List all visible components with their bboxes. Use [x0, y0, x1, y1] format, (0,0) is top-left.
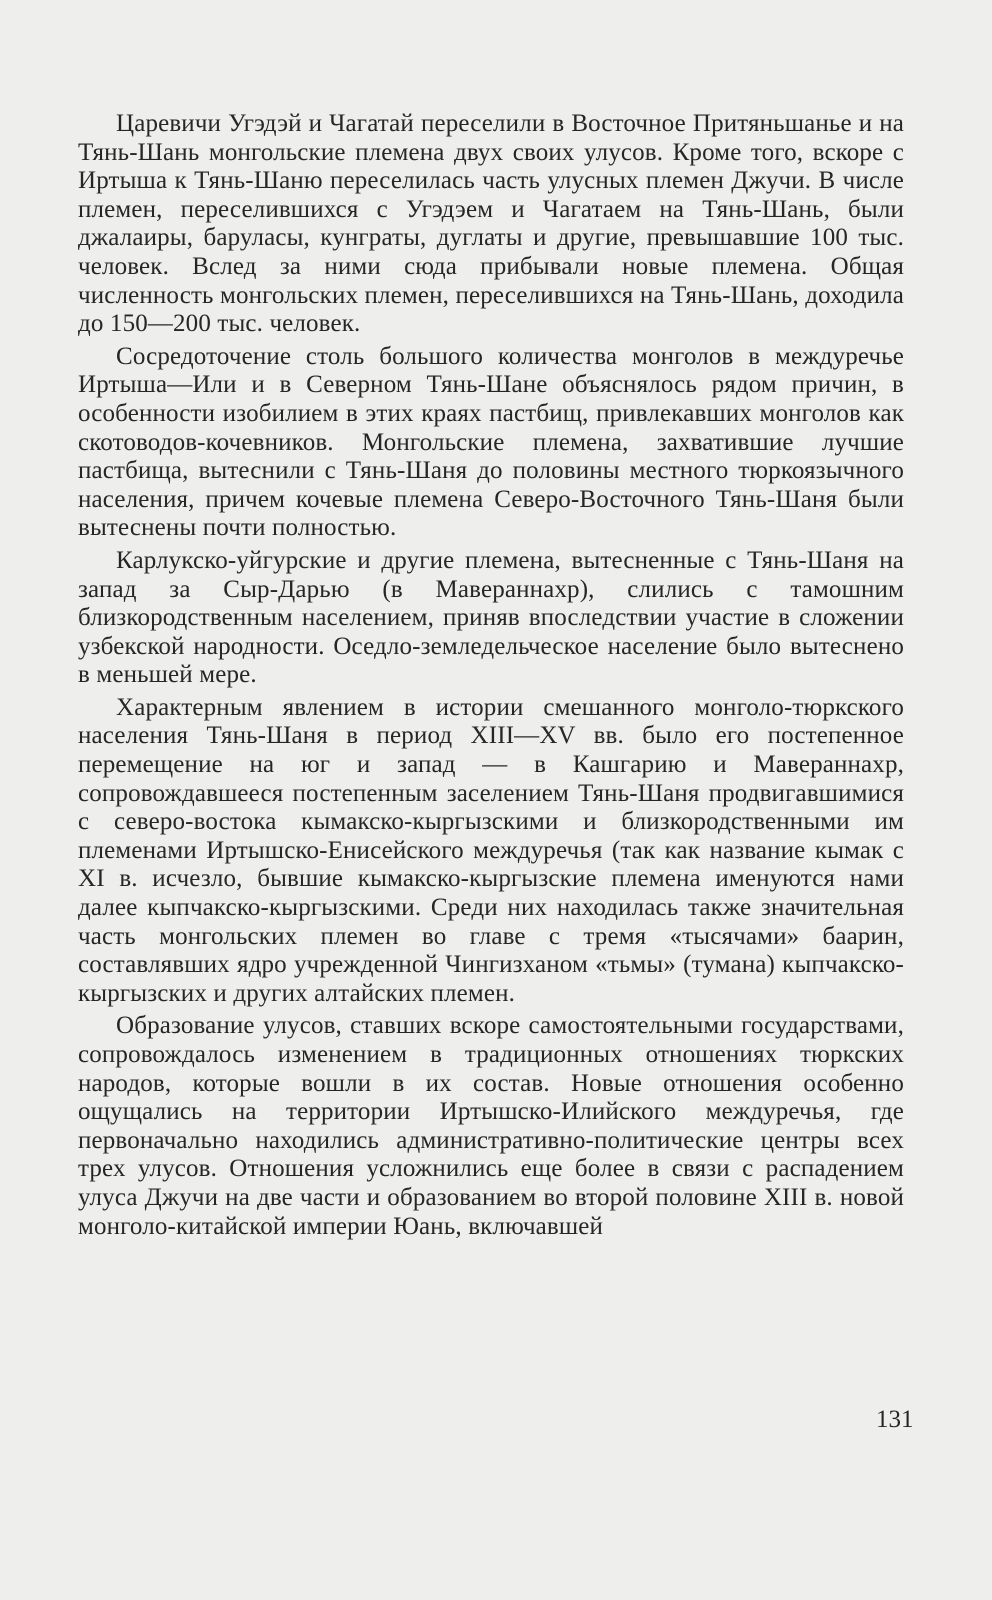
- paragraph-4: Характерным явлением в истории смешанного монголо-тюркского населения Тянь-Шаня в период XIII—XV вв. было его постепенное перемещение на юг и запад — в Кашгарию и Мавераннахр, сопровождавшееся постепенным заселением Тянь-Шаня продвигавшимися с северо-востока кымакско-кыргызскими и близкородственными им племенами Иртышско-Енисейского междуречья (так как название кымак с XI в. исчезло, бывшие кымакско-кыргызские племена именуются нами далее кыпчакско-кыргызскими. Среди них находилась также значительная часть монгольских племен во главе с тремя «тысячами» баарин, составлявших ядро учрежденной Чингизханом «тьмы» (тумана) кыпчакско-кыргызских и других алтайских племен.: [78, 693, 904, 1007]
- body-text: [78, 110, 904, 1245]
- paragraph-5: Образование улусов, ставших вскоре самостоятельными государствами, сопровождалось изменением в традиционных отношениях тюркских народов, которые вошли в их состав. Новые отношения особенно ощущались на территории Иртышско-Илийского междуречья, где первоначально находились административно-политические центры всех трех улусов. Отношения усложнились еще более в связи с распадением улуса Джучи на две части и образованием во второй половине XIII в. новой монголо-китайской империи Юань, включавшей: [78, 1012, 904, 1240]
- paragraph-2: Сосредоточение столь большого количества монголов в междуречье Иртыша—Или и в Северном Тянь-Шане объяснялось рядом причин, в особенности изобилием в этих краях пастбищ, привлекавших монголов как скотоводов-кочевников. Монгольские племена, захватившие лучшие пастбища, вытеснили с Тянь-Шаня до половины местного тюркоязычного населения, причем кочевые племена Северо-Восточного Тянь-Шаня были вытеснены почти полностью.: [78, 342, 904, 542]
- paragraph-1: Царевичи Угэдэй и Чагатай переселили в Восточное Притяньшанье и на Тянь-Шань монгольские племена двух своих улусов. Кроме того, вскоре с Иртыша к Тянь-Шаню переселилась часть улусных племен Джучи. В числе племен, переселившихся с Угэдэем и Чагатаем на Тянь-Шань, были джалаиры, баруласы, кунграты, дуглаты и другие, превышавшие 100 тыс. человек. Вслед за ними сюда прибывали новые племена. Общая численность монгольских племен, переселившихся на Тянь-Шань, доходила до 150—200 тыс. человек.: [78, 110, 904, 338]
- paragraph-3: Карлукско-уйгурские и другие племена, вытесненные с Тянь-Шаня на запад за Сыр-Дарью (в Мавераннахр), слились с тамошним близкородственным населением, приняв впоследствии участие в сложении узбекской народности. Оседло-земледельческое население было вытеснено в меньшей мере.: [78, 546, 904, 689]
- page-number: 131: [876, 1406, 914, 1433]
